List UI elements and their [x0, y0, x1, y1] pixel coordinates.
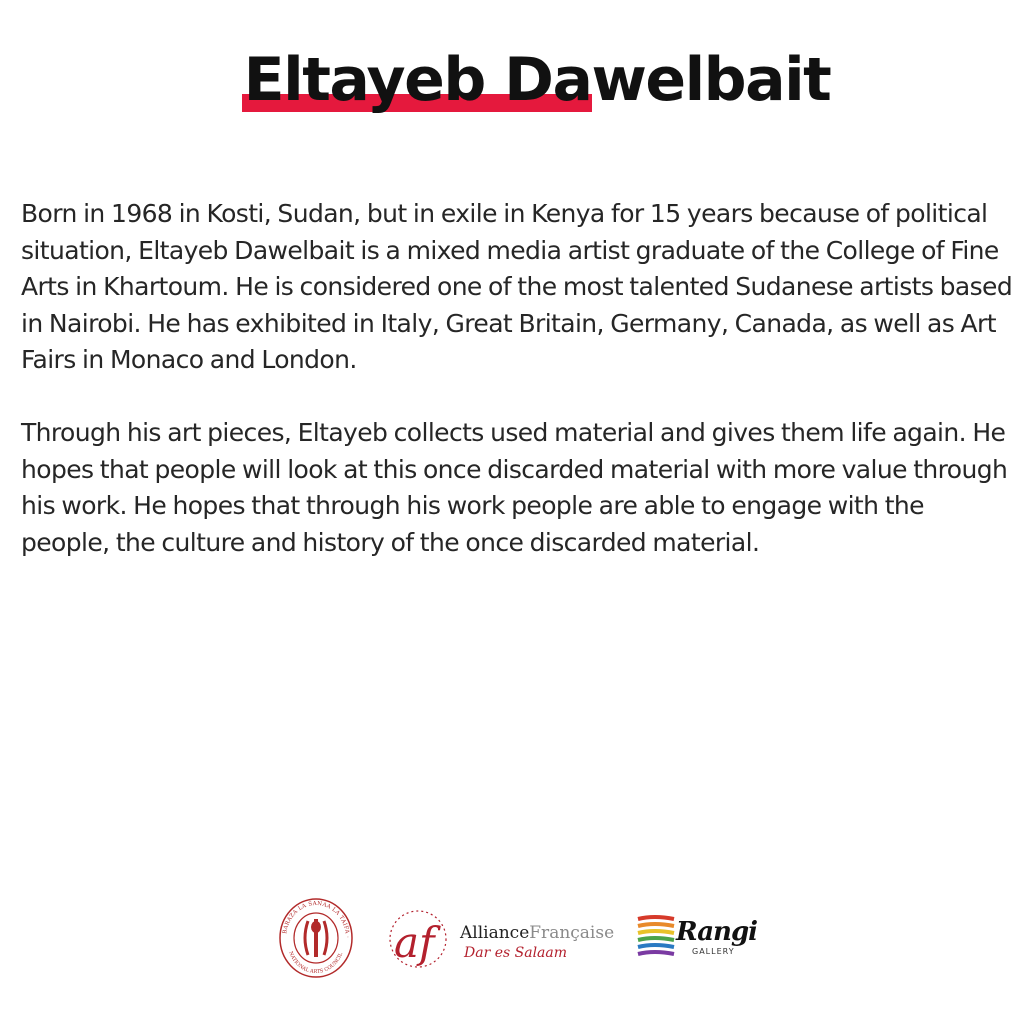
artist-bio: [21, 196, 1016, 598]
title-block: [0, 40, 1024, 120]
rangi-gallery-logo: [636, 913, 760, 965]
svg-text:NATIONAL ARTS COUNCIL: NATIONAL ARTS COUNCIL: [287, 950, 345, 976]
rangi-sub: GALLERY: [692, 947, 735, 956]
bio-paragraph-1: Born in 1968 in Kosti, Sudan, but in exile in Kenya for 15 years because of political situation, Eltayeb Dawelbait is a mixed media artist graduate of the College of Fine Arts in Khartoum. He is considered one of the most talented Sudanese artists based in Nairobi. He has exhibited in Italy, Great Britain, Germany, Canada, as well as Art Fairs in Monaco and London.: [21, 199, 1013, 374]
af-mark: af: [394, 918, 435, 967]
alliance-francaise-logo: [388, 905, 613, 977]
sponsor-logos: [0, 895, 1024, 985]
nac-ring-text: BARAZA LA SANAA LA TAIFA ·: [282, 900, 351, 939]
national-arts-council-logo: [278, 897, 354, 979]
af-logo-icon: [388, 905, 458, 977]
bio-paragraph-2: Through his art pieces, Eltayeb collects used material and gives them life again. He hopes that people will look at this once discarded material with more value through his work. He hopes that through his work people are able to engage with the people, the culture and history of the once discarded material.: [21, 418, 1008, 557]
rangi-stripes-icon: [636, 913, 676, 961]
af-city: Dar es Salaam: [464, 945, 568, 961]
rangi-name: Rangi: [676, 917, 758, 947]
page-title: [244, 40, 831, 120]
page-title-text: Eltayeb Dawelbait: [243, 45, 831, 115]
af-name: AllianceFrançaise: [460, 923, 615, 943]
national-arts-council-seal-icon: [278, 897, 354, 979]
